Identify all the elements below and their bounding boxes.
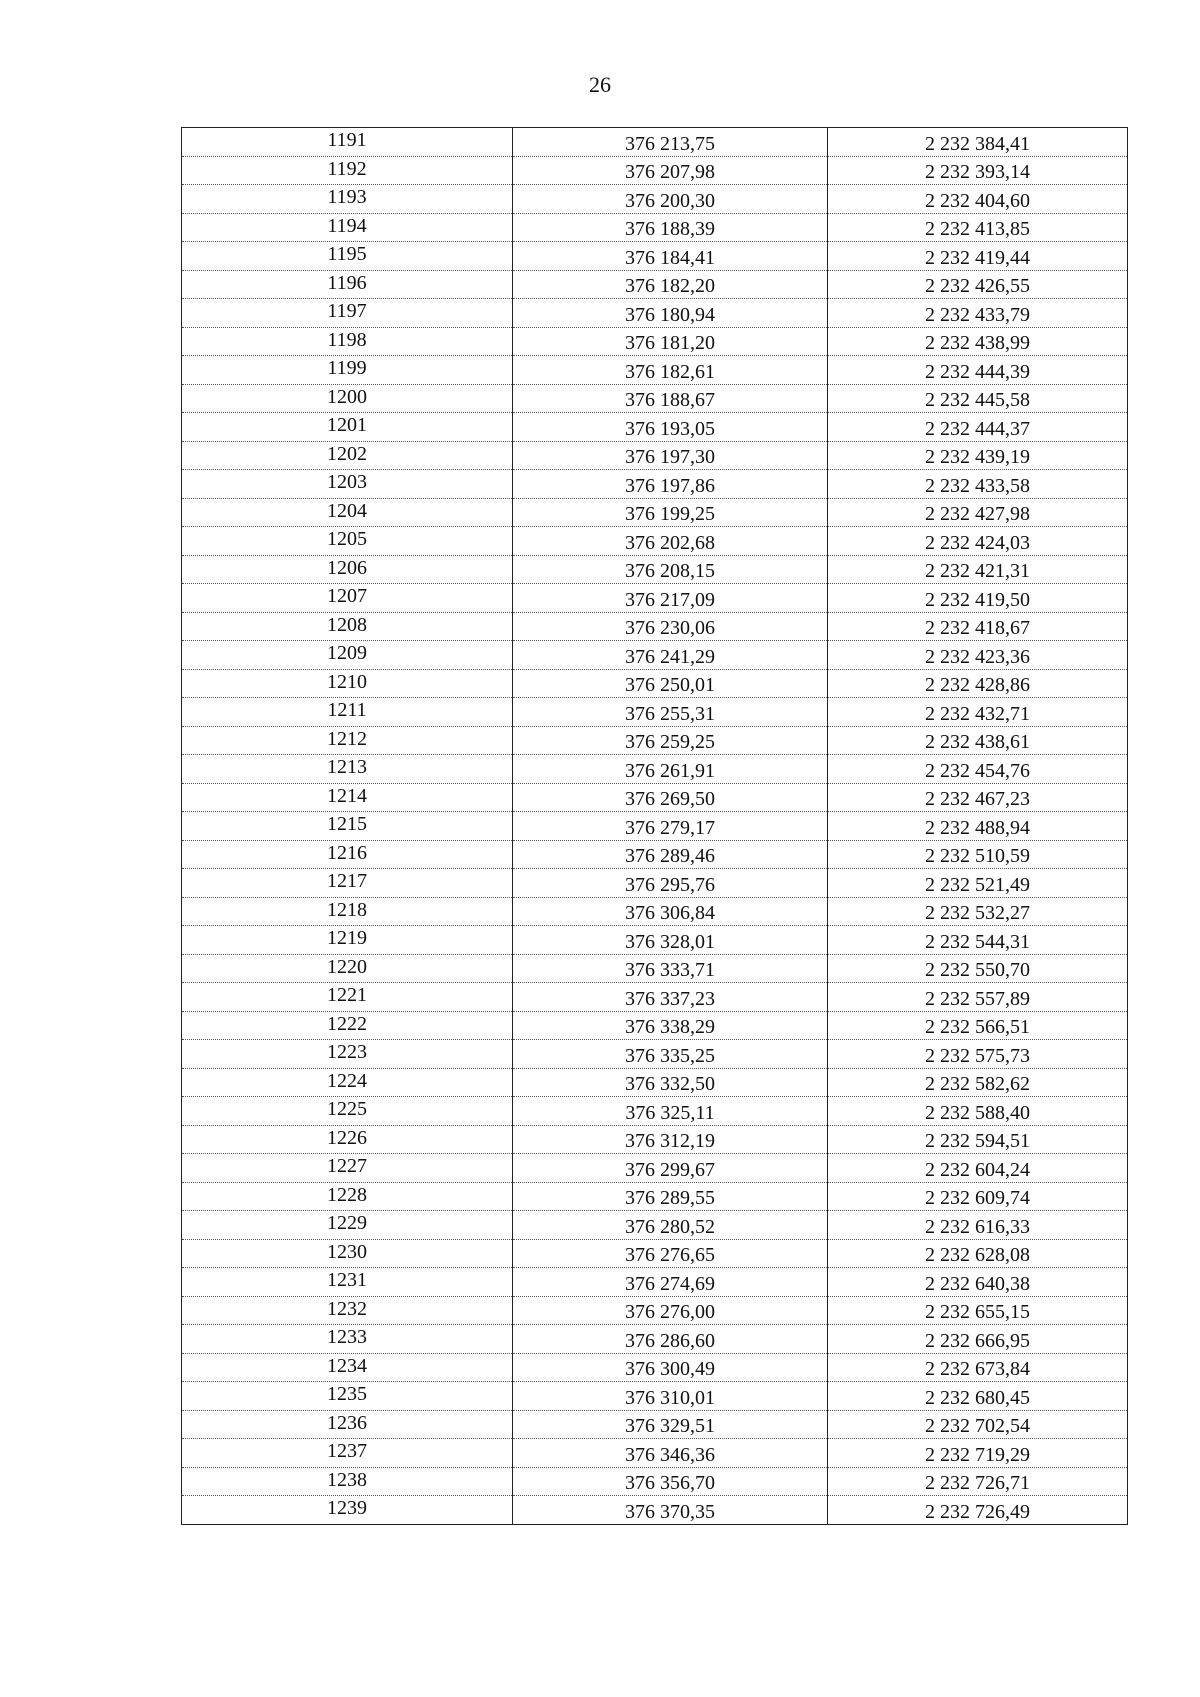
- x-coordinate-cell: 376 197,30: [513, 441, 828, 470]
- point-number-cell: 1206: [182, 555, 513, 584]
- point-number-cell: 1205: [182, 527, 513, 556]
- y-coordinate-cell: 2 232 393,14: [828, 156, 1128, 185]
- x-coordinate-cell: 376 269,50: [513, 783, 828, 812]
- x-coordinate-cell: 376 332,50: [513, 1068, 828, 1097]
- table-row: [182, 954, 1128, 983]
- table-row: [182, 1325, 1128, 1354]
- x-coordinate-cell: 376 255,31: [513, 698, 828, 727]
- point-number-cell: 1231: [182, 1268, 513, 1297]
- y-coordinate-cell: 2 232 680,45: [828, 1382, 1128, 1411]
- point-number-cell: 1207: [182, 584, 513, 613]
- point-number-cell: 1201: [182, 413, 513, 442]
- y-coordinate-cell: 2 232 640,38: [828, 1268, 1128, 1297]
- x-coordinate-cell: 376 208,15: [513, 555, 828, 584]
- table-row: [182, 983, 1128, 1012]
- table-row: [182, 612, 1128, 641]
- point-number-cell: 1218: [182, 897, 513, 926]
- x-coordinate-cell: 376 188,67: [513, 384, 828, 413]
- table-row: [182, 812, 1128, 841]
- point-number-cell: 1195: [182, 242, 513, 271]
- y-coordinate-cell: 2 232 655,15: [828, 1296, 1128, 1325]
- point-number-cell: 1212: [182, 726, 513, 755]
- table-row: [182, 1040, 1128, 1069]
- y-coordinate-cell: 2 232 433,79: [828, 299, 1128, 328]
- x-coordinate-cell: 376 312,19: [513, 1125, 828, 1154]
- x-coordinate-cell: 376 325,11: [513, 1097, 828, 1126]
- coordinates-table-body: [182, 128, 1128, 1525]
- table-row: [182, 1439, 1128, 1468]
- y-coordinate-cell: 2 232 566,51: [828, 1011, 1128, 1040]
- y-coordinate-cell: 2 232 419,44: [828, 242, 1128, 271]
- point-number-cell: 1213: [182, 755, 513, 784]
- x-coordinate-cell: 376 337,23: [513, 983, 828, 1012]
- table-row: [182, 1268, 1128, 1297]
- table-row: [182, 1467, 1128, 1496]
- x-coordinate-cell: 376 207,98: [513, 156, 828, 185]
- table-row: [182, 926, 1128, 955]
- table-row: [182, 356, 1128, 385]
- point-number-cell: 1227: [182, 1154, 513, 1183]
- y-coordinate-cell: 2 232 444,39: [828, 356, 1128, 385]
- y-coordinate-cell: 2 232 604,24: [828, 1154, 1128, 1183]
- x-coordinate-cell: 376 306,84: [513, 897, 828, 926]
- y-coordinate-cell: 2 232 488,94: [828, 812, 1128, 841]
- point-number-cell: 1216: [182, 840, 513, 869]
- x-coordinate-cell: 376 335,25: [513, 1040, 828, 1069]
- table-row: [182, 1353, 1128, 1382]
- table-row: [182, 726, 1128, 755]
- y-coordinate-cell: 2 232 444,37: [828, 413, 1128, 442]
- point-number-cell: 1228: [182, 1182, 513, 1211]
- table-row: [182, 1496, 1128, 1525]
- point-number-cell: 1211: [182, 698, 513, 727]
- page-number: 26: [589, 72, 611, 97]
- table-row: [182, 1097, 1128, 1126]
- x-coordinate-cell: 376 181,20: [513, 327, 828, 356]
- table-row: [182, 555, 1128, 584]
- table-row: [182, 384, 1128, 413]
- x-coordinate-cell: 376 259,25: [513, 726, 828, 755]
- point-number-cell: 1193: [182, 185, 513, 214]
- x-coordinate-cell: 376 300,49: [513, 1353, 828, 1382]
- point-number-cell: 1220: [182, 954, 513, 983]
- y-coordinate-cell: 2 232 467,23: [828, 783, 1128, 812]
- x-coordinate-cell: 376 199,25: [513, 498, 828, 527]
- point-number-cell: 1221: [182, 983, 513, 1012]
- table-row: [182, 1154, 1128, 1183]
- y-coordinate-cell: 2 232 532,27: [828, 897, 1128, 926]
- y-coordinate-cell: 2 232 454,76: [828, 755, 1128, 784]
- table-row: [182, 299, 1128, 328]
- point-number-cell: 1233: [182, 1325, 513, 1354]
- x-coordinate-cell: 376 346,36: [513, 1439, 828, 1468]
- table-row: [182, 1410, 1128, 1439]
- table-row: [182, 1068, 1128, 1097]
- point-number-cell: 1200: [182, 384, 513, 413]
- table-row: [182, 840, 1128, 869]
- table-row: [182, 185, 1128, 214]
- y-coordinate-cell: 2 232 427,98: [828, 498, 1128, 527]
- point-number-cell: 1239: [182, 1496, 513, 1525]
- x-coordinate-cell: 376 299,67: [513, 1154, 828, 1183]
- table-row: [182, 1239, 1128, 1268]
- x-coordinate-cell: 376 276,65: [513, 1239, 828, 1268]
- point-number-cell: 1230: [182, 1239, 513, 1268]
- x-coordinate-cell: 376 200,30: [513, 185, 828, 214]
- point-number-cell: 1210: [182, 669, 513, 698]
- y-coordinate-cell: 2 232 510,59: [828, 840, 1128, 869]
- x-coordinate-cell: 376 180,94: [513, 299, 828, 328]
- table-row: [182, 327, 1128, 356]
- table-row: [182, 270, 1128, 299]
- x-coordinate-cell: 376 184,41: [513, 242, 828, 271]
- x-coordinate-cell: 376 370,35: [513, 1496, 828, 1525]
- x-coordinate-cell: 376 182,20: [513, 270, 828, 299]
- point-number-cell: 1223: [182, 1040, 513, 1069]
- x-coordinate-cell: 376 279,17: [513, 812, 828, 841]
- point-number-cell: 1196: [182, 270, 513, 299]
- point-number-cell: 1219: [182, 926, 513, 955]
- point-number-cell: 1229: [182, 1211, 513, 1240]
- y-coordinate-cell: 2 232 439,19: [828, 441, 1128, 470]
- x-coordinate-cell: 376 310,01: [513, 1382, 828, 1411]
- table-row: [182, 242, 1128, 271]
- x-coordinate-cell: 376 193,05: [513, 413, 828, 442]
- point-number-cell: 1232: [182, 1296, 513, 1325]
- y-coordinate-cell: 2 232 550,70: [828, 954, 1128, 983]
- x-coordinate-cell: 376 356,70: [513, 1467, 828, 1496]
- y-coordinate-cell: 2 232 423,36: [828, 641, 1128, 670]
- point-number-cell: 1191: [182, 128, 513, 157]
- x-coordinate-cell: 376 261,91: [513, 755, 828, 784]
- y-coordinate-cell: 2 232 438,61: [828, 726, 1128, 755]
- table-row: [182, 413, 1128, 442]
- table-row: [182, 1382, 1128, 1411]
- table-row: [182, 498, 1128, 527]
- y-coordinate-cell: 2 232 418,67: [828, 612, 1128, 641]
- x-coordinate-cell: 376 230,06: [513, 612, 828, 641]
- point-number-cell: 1236: [182, 1410, 513, 1439]
- y-coordinate-cell: 2 232 384,41: [828, 128, 1128, 157]
- point-number-cell: 1217: [182, 869, 513, 898]
- y-coordinate-cell: 2 232 433,58: [828, 470, 1128, 499]
- y-coordinate-cell: 2 232 582,62: [828, 1068, 1128, 1097]
- y-coordinate-cell: 2 232 557,89: [828, 983, 1128, 1012]
- point-number-cell: 1226: [182, 1125, 513, 1154]
- x-coordinate-cell: 376 295,76: [513, 869, 828, 898]
- x-coordinate-cell: 376 329,51: [513, 1410, 828, 1439]
- point-number-cell: 1234: [182, 1353, 513, 1382]
- table-row: [182, 669, 1128, 698]
- x-coordinate-cell: 376 213,75: [513, 128, 828, 157]
- y-coordinate-cell: 2 232 726,71: [828, 1467, 1128, 1496]
- x-coordinate-cell: 376 286,60: [513, 1325, 828, 1354]
- y-coordinate-cell: 2 232 445,58: [828, 384, 1128, 413]
- point-number-cell: 1203: [182, 470, 513, 499]
- x-coordinate-cell: 376 182,61: [513, 356, 828, 385]
- y-coordinate-cell: 2 232 521,49: [828, 869, 1128, 898]
- table-row: [182, 441, 1128, 470]
- x-coordinate-cell: 376 280,52: [513, 1211, 828, 1240]
- y-coordinate-cell: 2 232 421,31: [828, 555, 1128, 584]
- table-row: [182, 156, 1128, 185]
- y-coordinate-cell: 2 232 616,33: [828, 1211, 1128, 1240]
- table-row: [182, 897, 1128, 926]
- point-number-cell: 1235: [182, 1382, 513, 1411]
- table-row: [182, 1011, 1128, 1040]
- y-coordinate-cell: 2 232 404,60: [828, 185, 1128, 214]
- x-coordinate-cell: 376 197,86: [513, 470, 828, 499]
- y-coordinate-cell: 2 232 438,99: [828, 327, 1128, 356]
- x-coordinate-cell: 376 289,46: [513, 840, 828, 869]
- x-coordinate-cell: 376 289,55: [513, 1182, 828, 1211]
- table-row: [182, 869, 1128, 898]
- y-coordinate-cell: 2 232 673,84: [828, 1353, 1128, 1382]
- point-number-cell: 1238: [182, 1467, 513, 1496]
- y-coordinate-cell: 2 232 428,86: [828, 669, 1128, 698]
- x-coordinate-cell: 376 274,69: [513, 1268, 828, 1297]
- point-number-cell: 1198: [182, 327, 513, 356]
- point-number-cell: 1204: [182, 498, 513, 527]
- x-coordinate-cell: 376 328,01: [513, 926, 828, 955]
- y-coordinate-cell: 2 232 588,40: [828, 1097, 1128, 1126]
- y-coordinate-cell: 2 232 702,54: [828, 1410, 1128, 1439]
- x-coordinate-cell: 376 338,29: [513, 1011, 828, 1040]
- point-number-cell: 1202: [182, 441, 513, 470]
- point-number-cell: 1237: [182, 1439, 513, 1468]
- point-number-cell: 1208: [182, 612, 513, 641]
- y-coordinate-cell: 2 232 594,51: [828, 1125, 1128, 1154]
- x-coordinate-cell: 376 276,00: [513, 1296, 828, 1325]
- point-number-cell: 1222: [182, 1011, 513, 1040]
- x-coordinate-cell: 376 333,71: [513, 954, 828, 983]
- y-coordinate-cell: 2 232 544,31: [828, 926, 1128, 955]
- coordinates-table: [181, 127, 1128, 1525]
- table-row: [182, 527, 1128, 556]
- point-number-cell: 1214: [182, 783, 513, 812]
- x-coordinate-cell: 376 250,01: [513, 669, 828, 698]
- point-number-cell: 1192: [182, 156, 513, 185]
- table-row: [182, 1296, 1128, 1325]
- table-row: [182, 1125, 1128, 1154]
- table-row: [182, 584, 1128, 613]
- table-row: [182, 641, 1128, 670]
- y-coordinate-cell: 2 232 424,03: [828, 527, 1128, 556]
- point-number-cell: 1215: [182, 812, 513, 841]
- y-coordinate-cell: 2 232 432,71: [828, 698, 1128, 727]
- table-row: [182, 470, 1128, 499]
- point-number-cell: 1224: [182, 1068, 513, 1097]
- point-number-cell: 1199: [182, 356, 513, 385]
- y-coordinate-cell: 2 232 726,49: [828, 1496, 1128, 1525]
- table-row: [182, 783, 1128, 812]
- y-coordinate-cell: 2 232 426,55: [828, 270, 1128, 299]
- y-coordinate-cell: 2 232 413,85: [828, 213, 1128, 242]
- y-coordinate-cell: 2 232 628,08: [828, 1239, 1128, 1268]
- x-coordinate-cell: 376 202,68: [513, 527, 828, 556]
- y-coordinate-cell: 2 232 609,74: [828, 1182, 1128, 1211]
- point-number-cell: 1225: [182, 1097, 513, 1126]
- y-coordinate-cell: 2 232 719,29: [828, 1439, 1128, 1468]
- y-coordinate-cell: 2 232 419,50: [828, 584, 1128, 613]
- point-number-cell: 1197: [182, 299, 513, 328]
- table-row: [182, 698, 1128, 727]
- x-coordinate-cell: 376 241,29: [513, 641, 828, 670]
- point-number-cell: 1209: [182, 641, 513, 670]
- y-coordinate-cell: 2 232 575,73: [828, 1040, 1128, 1069]
- table-row: [182, 213, 1128, 242]
- table-row: [182, 128, 1128, 157]
- point-number-cell: 1194: [182, 213, 513, 242]
- x-coordinate-cell: 376 188,39: [513, 213, 828, 242]
- y-coordinate-cell: 2 232 666,95: [828, 1325, 1128, 1354]
- x-coordinate-cell: 376 217,09: [513, 584, 828, 613]
- table-row: [182, 1182, 1128, 1211]
- table-row: [182, 755, 1128, 784]
- table-row: [182, 1211, 1128, 1240]
